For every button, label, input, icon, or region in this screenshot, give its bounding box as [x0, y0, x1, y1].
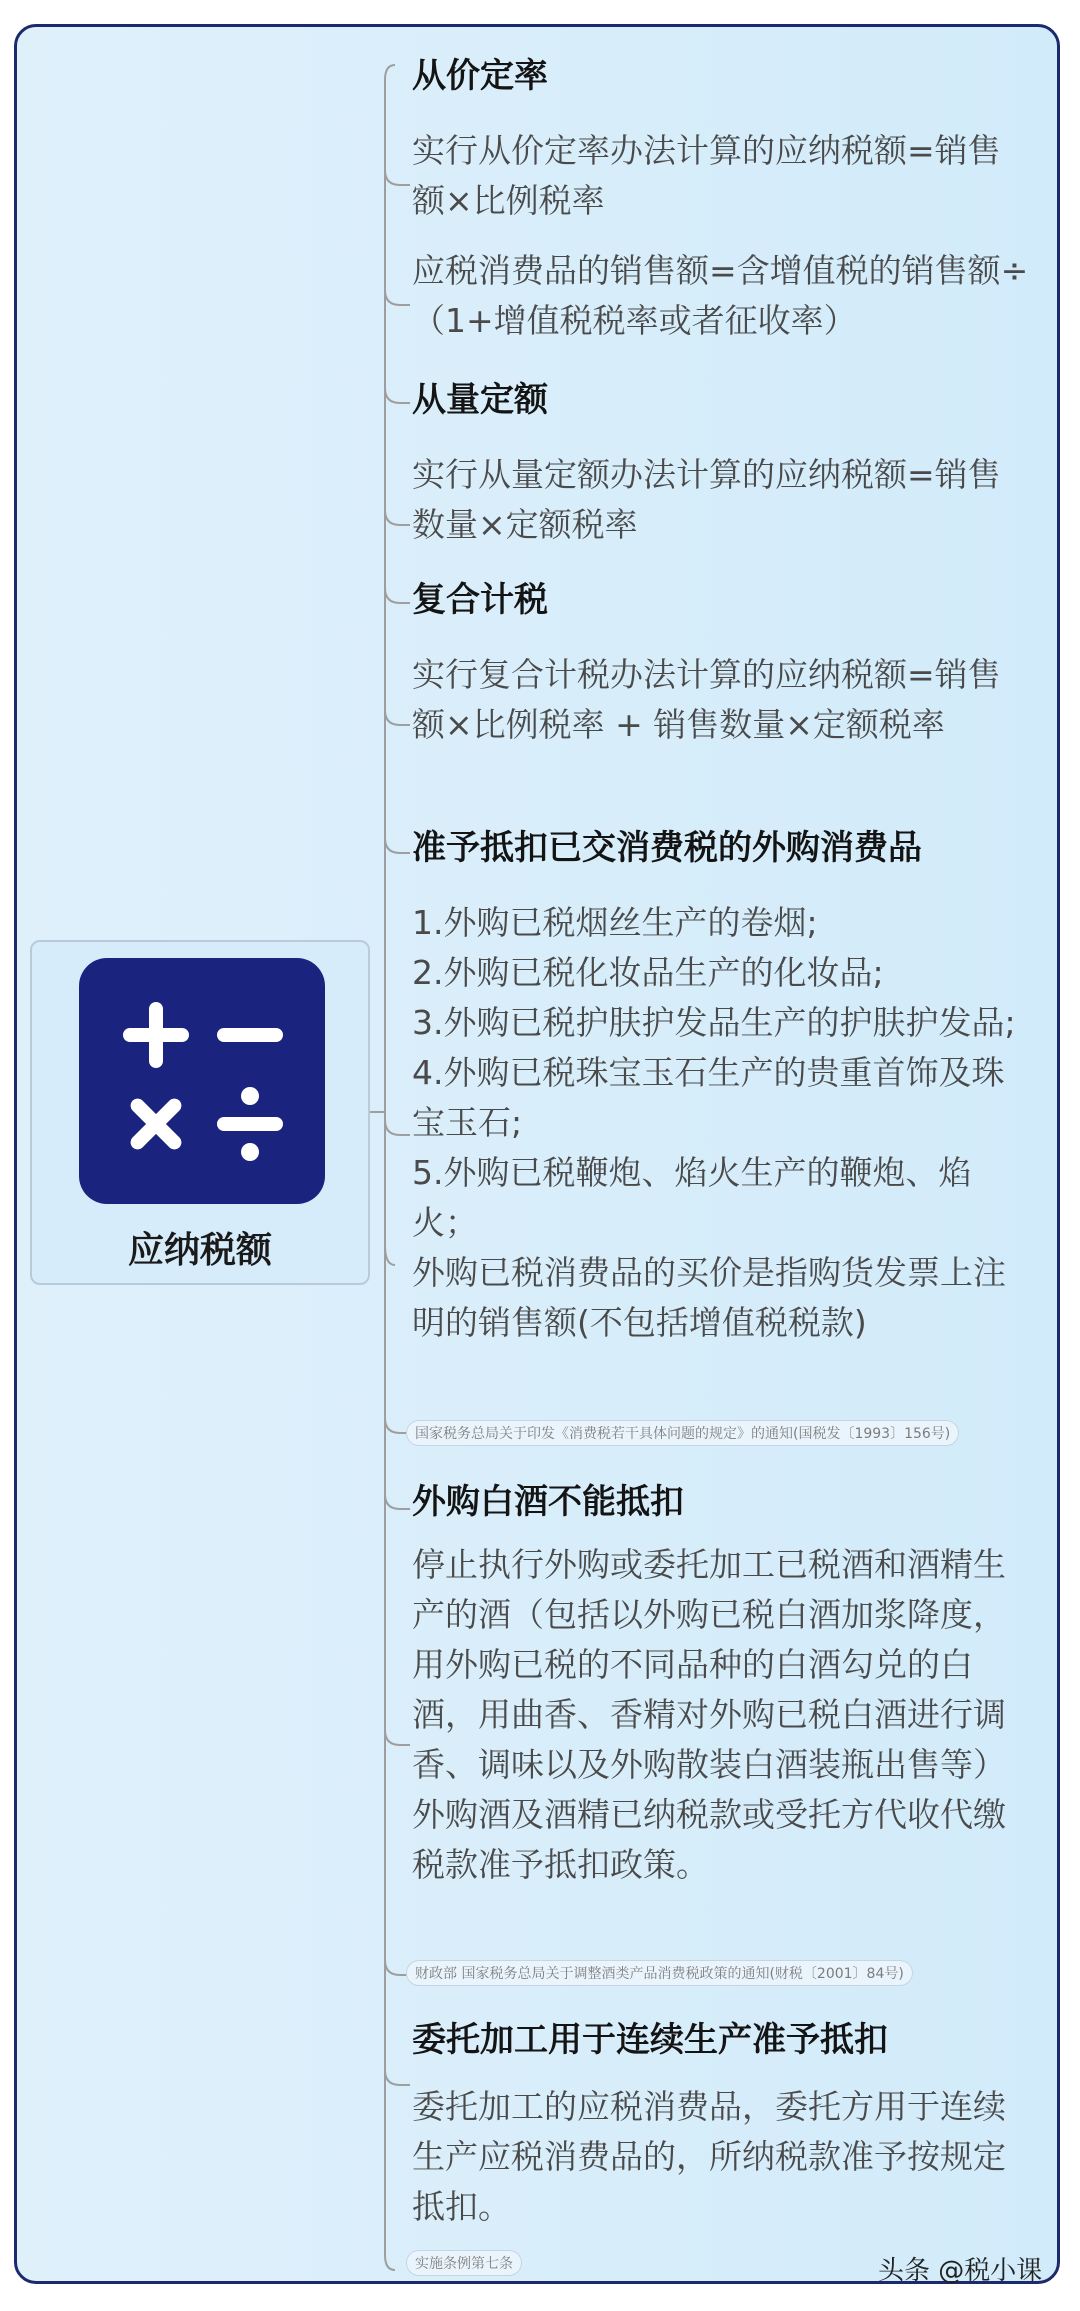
heading-liquor-not-deductible[interactable]: 外购白酒不能抵扣	[412, 1482, 684, 1522]
note-reference-1993[interactable]: 国家税务总局关于印发《消费税若干具体问题的规定》的通知(国税发〔1993〕156号)	[406, 1420, 959, 1446]
list-item: 5.外购已税鞭炮、焰火生产的鞭炮、焰火；	[412, 1153, 972, 1242]
desc-sales-amount-formula: 应税消费品的销售额=含增值税的销售额÷（1+增值税税率或者征收率）	[412, 251, 1029, 340]
heading-compound-tax[interactable]: 复合计税	[412, 580, 548, 620]
desc-ad-valorem-formula: 实行从价定率办法计算的应纳税额=销售额×比例税率	[412, 131, 1001, 220]
root-title: 应纳税额	[127, 1230, 272, 1271]
calculator-icon	[79, 958, 325, 1204]
list-item: 1.外购已税烟丝生产的卷烟;	[412, 903, 818, 942]
desc-compound-tax-formula: 实行复合计税办法计算的应纳税额=销售额×比例税率 + 销售数量×定额税率	[412, 655, 1001, 744]
list-item: 外购已税消费品的买价是指购货发票上注明的销售额(不包括增值税税款)	[412, 1253, 1006, 1342]
heading-ad-valorem[interactable]: 从价定率	[412, 56, 548, 96]
list-item: 2.外购已税化妆品生产的化妆品;	[412, 953, 884, 992]
desc-contract-processing: 委托加工的应税消费品，委托方用于连续生产应税消费品的，所纳税款准予按规定抵扣。	[412, 2087, 1006, 2226]
heading-contract-processing[interactable]: 委托加工用于连续生产准予抵扣	[412, 2020, 888, 2060]
desc-specific-rate-formula: 实行从量定额办法计算的应纳税额=销售数量×定额税率	[412, 455, 1001, 544]
note-reference-2001[interactable]: 财政部 国家税务总局关于调整酒类产品消费税政策的通知(财税〔2001〕84号)	[406, 1960, 913, 1986]
heading-deductible-purchases[interactable]: 准予抵扣已交消费税的外购消费品	[412, 828, 922, 868]
desc-liquor-policy: 停止执行外购或委托加工已税酒和酒精生产的酒（包括以外购已税白酒加浆降度，用外购已税的不同品种的白酒勾兑的白酒，用曲香、香精对外购已税白酒进行调香、调味以及外购散装白酒装瓶出售等）外购酒及酒精已纳税款或受托方代收代缴税款准予抵扣政策。	[412, 1545, 1006, 1884]
list-item: 4.外购已税珠宝玉石生产的贵重首饰及珠宝玉石;	[412, 1053, 1005, 1142]
list-item: 3.外购已税护肤护发品生产的护肤护发品;	[412, 1003, 1016, 1042]
heading-specific-rate[interactable]: 从量定额	[412, 380, 548, 420]
root-node[interactable]	[30, 940, 370, 1285]
watermark: 头条 @税小课	[878, 2256, 1043, 2286]
desc-deductible-purchases-list	[412, 898, 1032, 1348]
note-reference-implementation[interactable]: 实施条例第七条	[406, 2250, 522, 2276]
